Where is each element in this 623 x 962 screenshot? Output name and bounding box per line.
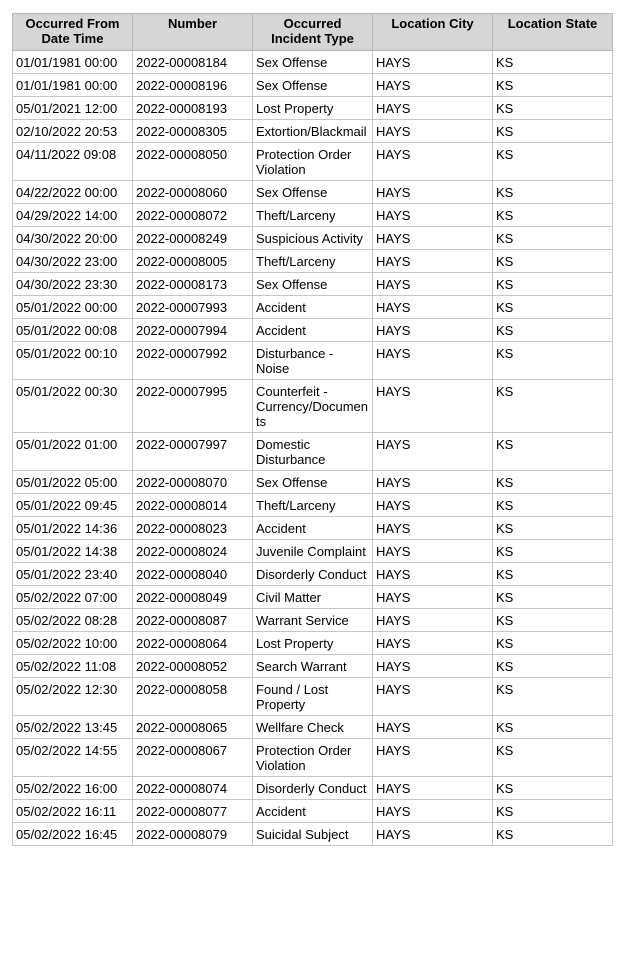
- header-location-state: Location State: [493, 14, 613, 51]
- table-row: [13, 540, 613, 563]
- incident-number-cell: 2022-00008173: [133, 273, 253, 296]
- occurred-date-time-cell: 05/02/2022 10:00: [13, 632, 133, 655]
- occurred-date-time-cell: 05/01/2022 14:38: [13, 540, 133, 563]
- table-row: [13, 823, 613, 846]
- incident-number-cell: 2022-00007997: [133, 433, 253, 471]
- incident-type-cell: Theft/Larceny: [253, 494, 373, 517]
- table-row: [13, 250, 613, 273]
- location-city-cell: HAYS: [373, 540, 493, 563]
- incident-number-cell: 2022-00008249: [133, 227, 253, 250]
- incident-type-cell: Lost Property: [253, 97, 373, 120]
- incident-type-cell: Accident: [253, 800, 373, 823]
- incident-number-cell: 2022-00007995: [133, 380, 253, 433]
- location-state-cell: KS: [493, 739, 613, 777]
- occurred-date-time-cell: 05/02/2022 16:45: [13, 823, 133, 846]
- location-city-cell: HAYS: [373, 143, 493, 181]
- header-row: [13, 14, 613, 51]
- incident-type-cell: Extortion/Blackmail: [253, 120, 373, 143]
- occurred-date-time-cell: 05/02/2022 13:45: [13, 716, 133, 739]
- location-city-cell: HAYS: [373, 97, 493, 120]
- incident-table: [12, 13, 613, 846]
- location-city-cell: HAYS: [373, 250, 493, 273]
- location-city-cell: HAYS: [373, 800, 493, 823]
- location-state-cell: KS: [493, 494, 613, 517]
- incident-type-cell: Search Warrant: [253, 655, 373, 678]
- location-state-cell: KS: [493, 342, 613, 380]
- incident-number-cell: 2022-00007994: [133, 319, 253, 342]
- incident-number-cell: 2022-00008024: [133, 540, 253, 563]
- occurred-date-time-cell: 01/01/1981 00:00: [13, 74, 133, 97]
- location-state-cell: KS: [493, 250, 613, 273]
- occurred-date-time-cell: 02/10/2022 20:53: [13, 120, 133, 143]
- occurred-date-time-cell: 05/01/2022 23:40: [13, 563, 133, 586]
- incident-number-cell: 2022-00008070: [133, 471, 253, 494]
- location-state-cell: KS: [493, 204, 613, 227]
- location-state-cell: KS: [493, 273, 613, 296]
- incident-type-cell: Sex Offense: [253, 471, 373, 494]
- location-state-cell: KS: [493, 563, 613, 586]
- header-location-city: Location City: [373, 14, 493, 51]
- table-row: [13, 777, 613, 800]
- incident-type-cell: Found / Lost Property: [253, 678, 373, 716]
- header-occurred-from-date-time: Occurred From Date Time: [13, 14, 133, 51]
- location-state-cell: KS: [493, 471, 613, 494]
- location-city-cell: HAYS: [373, 739, 493, 777]
- occurred-date-time-cell: 04/30/2022 23:30: [13, 273, 133, 296]
- incident-number-cell: 2022-00008193: [133, 97, 253, 120]
- incident-type-cell: Suicidal Subject: [253, 823, 373, 846]
- table-row: [13, 227, 613, 250]
- location-city-cell: HAYS: [373, 204, 493, 227]
- occurred-date-time-cell: 05/02/2022 11:08: [13, 655, 133, 678]
- location-city-cell: HAYS: [373, 471, 493, 494]
- incident-number-cell: 2022-00008072: [133, 204, 253, 227]
- location-state-cell: KS: [493, 716, 613, 739]
- incident-type-cell: Theft/Larceny: [253, 250, 373, 273]
- location-city-cell: HAYS: [373, 273, 493, 296]
- incident-number-cell: 2022-00008196: [133, 74, 253, 97]
- incident-number-cell: 2022-00008058: [133, 678, 253, 716]
- location-state-cell: KS: [493, 143, 613, 181]
- table-row: [13, 143, 613, 181]
- table-row: [13, 296, 613, 319]
- table-header: [13, 14, 613, 51]
- incident-number-cell: 2022-00008005: [133, 250, 253, 273]
- location-city-cell: HAYS: [373, 342, 493, 380]
- incident-type-cell: Warrant Service: [253, 609, 373, 632]
- occurred-date-time-cell: 05/01/2022 05:00: [13, 471, 133, 494]
- table-row: [13, 517, 613, 540]
- location-state-cell: KS: [493, 586, 613, 609]
- incident-type-cell: Wellfare Check: [253, 716, 373, 739]
- location-city-cell: HAYS: [373, 632, 493, 655]
- location-state-cell: KS: [493, 433, 613, 471]
- incident-number-cell: 2022-00008079: [133, 823, 253, 846]
- incident-type-cell: Accident: [253, 319, 373, 342]
- incident-number-cell: 2022-00008067: [133, 739, 253, 777]
- table-row: [13, 800, 613, 823]
- incident-type-cell: Sex Offense: [253, 273, 373, 296]
- occurred-date-time-cell: 05/02/2022 12:30: [13, 678, 133, 716]
- occurred-date-time-cell: 05/01/2022 09:45: [13, 494, 133, 517]
- incident-number-cell: 2022-00007993: [133, 296, 253, 319]
- incident-number-cell: 2022-00008305: [133, 120, 253, 143]
- location-city-cell: HAYS: [373, 609, 493, 632]
- incident-type-cell: Accident: [253, 517, 373, 540]
- location-city-cell: HAYS: [373, 563, 493, 586]
- location-state-cell: KS: [493, 777, 613, 800]
- incident-number-cell: 2022-00008065: [133, 716, 253, 739]
- occurred-date-time-cell: 04/30/2022 23:00: [13, 250, 133, 273]
- location-state-cell: KS: [493, 823, 613, 846]
- header-number: Number: [133, 14, 253, 51]
- location-city-cell: HAYS: [373, 777, 493, 800]
- incident-number-cell: 2022-00008040: [133, 563, 253, 586]
- incident-type-cell: Sex Offense: [253, 74, 373, 97]
- incident-number-cell: 2022-00008052: [133, 655, 253, 678]
- table-row: [13, 273, 613, 296]
- location-city-cell: HAYS: [373, 823, 493, 846]
- incident-type-cell: Suspicious Activity: [253, 227, 373, 250]
- occurred-date-time-cell: 05/02/2022 16:11: [13, 800, 133, 823]
- location-state-cell: KS: [493, 380, 613, 433]
- location-city-cell: HAYS: [373, 74, 493, 97]
- incident-number-cell: 2022-00008060: [133, 181, 253, 204]
- location-city-cell: HAYS: [373, 517, 493, 540]
- location-state-cell: KS: [493, 51, 613, 74]
- location-city-cell: HAYS: [373, 380, 493, 433]
- location-city-cell: HAYS: [373, 655, 493, 678]
- location-state-cell: KS: [493, 609, 613, 632]
- location-state-cell: KS: [493, 678, 613, 716]
- location-city-cell: HAYS: [373, 716, 493, 739]
- incident-type-cell: Accident: [253, 296, 373, 319]
- incident-number-cell: 2022-00008049: [133, 586, 253, 609]
- location-city-cell: HAYS: [373, 586, 493, 609]
- table-row: [13, 380, 613, 433]
- table-row: [13, 739, 613, 777]
- incident-type-cell: Sex Offense: [253, 181, 373, 204]
- incident-type-cell: Civil Matter: [253, 586, 373, 609]
- location-state-cell: KS: [493, 227, 613, 250]
- incident-number-cell: 2022-00008184: [133, 51, 253, 74]
- occurred-date-time-cell: 05/01/2022 00:10: [13, 342, 133, 380]
- table-row: [13, 433, 613, 471]
- location-state-cell: KS: [493, 97, 613, 120]
- incident-type-cell: Disorderly Conduct: [253, 777, 373, 800]
- table-body: [13, 51, 613, 846]
- table-row: [13, 51, 613, 74]
- incident-number-cell: 2022-00008064: [133, 632, 253, 655]
- occurred-date-time-cell: 05/02/2022 16:00: [13, 777, 133, 800]
- occurred-date-time-cell: 05/01/2021 12:00: [13, 97, 133, 120]
- location-city-cell: HAYS: [373, 296, 493, 319]
- location-state-cell: KS: [493, 800, 613, 823]
- incident-number-cell: 2022-00008074: [133, 777, 253, 800]
- table-row: [13, 563, 613, 586]
- table-row: [13, 586, 613, 609]
- occurred-date-time-cell: 05/01/2022 14:36: [13, 517, 133, 540]
- table-row: [13, 74, 613, 97]
- location-state-cell: KS: [493, 74, 613, 97]
- occurred-date-time-cell: 05/02/2022 07:00: [13, 586, 133, 609]
- incident-number-cell: 2022-00008087: [133, 609, 253, 632]
- location-city-cell: HAYS: [373, 51, 493, 74]
- incident-type-cell: Domestic Disturbance: [253, 433, 373, 471]
- incident-type-cell: Juvenile Complaint: [253, 540, 373, 563]
- location-state-cell: KS: [493, 319, 613, 342]
- incident-number-cell: 2022-00008077: [133, 800, 253, 823]
- occurred-date-time-cell: 05/01/2022 00:30: [13, 380, 133, 433]
- occurred-date-time-cell: 04/11/2022 09:08: [13, 143, 133, 181]
- table-row: [13, 678, 613, 716]
- location-state-cell: KS: [493, 632, 613, 655]
- table-row: [13, 609, 613, 632]
- incident-type-cell: Protection Order Violation: [253, 143, 373, 181]
- occurred-date-time-cell: 04/30/2022 20:00: [13, 227, 133, 250]
- occurred-date-time-cell: 05/01/2022 00:08: [13, 319, 133, 342]
- occurred-date-time-cell: 05/01/2022 00:00: [13, 296, 133, 319]
- location-city-cell: HAYS: [373, 120, 493, 143]
- table-row: [13, 716, 613, 739]
- table-row: [13, 120, 613, 143]
- table-row: [13, 342, 613, 380]
- incident-type-cell: Theft/Larceny: [253, 204, 373, 227]
- location-state-cell: KS: [493, 120, 613, 143]
- location-state-cell: KS: [493, 540, 613, 563]
- table-row: [13, 471, 613, 494]
- location-state-cell: KS: [493, 517, 613, 540]
- incident-number-cell: 2022-00007992: [133, 342, 253, 380]
- table-row: [13, 632, 613, 655]
- location-city-cell: HAYS: [373, 494, 493, 517]
- location-state-cell: KS: [493, 296, 613, 319]
- occurred-date-time-cell: 01/01/1981 00:00: [13, 51, 133, 74]
- table-row: [13, 181, 613, 204]
- location-state-cell: KS: [493, 655, 613, 678]
- occurred-date-time-cell: 05/02/2022 14:55: [13, 739, 133, 777]
- location-state-cell: KS: [493, 181, 613, 204]
- location-city-cell: HAYS: [373, 319, 493, 342]
- incident-type-cell: Sex Offense: [253, 51, 373, 74]
- location-city-cell: HAYS: [373, 433, 493, 471]
- header-occurred-incident-type: Occurred Incident Type: [253, 14, 373, 51]
- table-row: [13, 204, 613, 227]
- table-row: [13, 494, 613, 517]
- table-row: [13, 655, 613, 678]
- incident-number-cell: 2022-00008014: [133, 494, 253, 517]
- occurred-date-time-cell: 05/02/2022 08:28: [13, 609, 133, 632]
- location-city-cell: HAYS: [373, 227, 493, 250]
- incident-number-cell: 2022-00008023: [133, 517, 253, 540]
- incident-type-cell: Counterfeit - Currency/Documents: [253, 380, 373, 433]
- incident-type-cell: Protection Order Violation: [253, 739, 373, 777]
- table-row: [13, 97, 613, 120]
- incident-type-cell: Disturbance - Noise: [253, 342, 373, 380]
- incident-type-cell: Disorderly Conduct: [253, 563, 373, 586]
- location-city-cell: HAYS: [373, 181, 493, 204]
- table-row: [13, 319, 613, 342]
- occurred-date-time-cell: 04/22/2022 00:00: [13, 181, 133, 204]
- occurred-date-time-cell: 05/01/2022 01:00: [13, 433, 133, 471]
- incident-type-cell: Lost Property: [253, 632, 373, 655]
- incident-number-cell: 2022-00008050: [133, 143, 253, 181]
- occurred-date-time-cell: 04/29/2022 14:00: [13, 204, 133, 227]
- location-city-cell: HAYS: [373, 678, 493, 716]
